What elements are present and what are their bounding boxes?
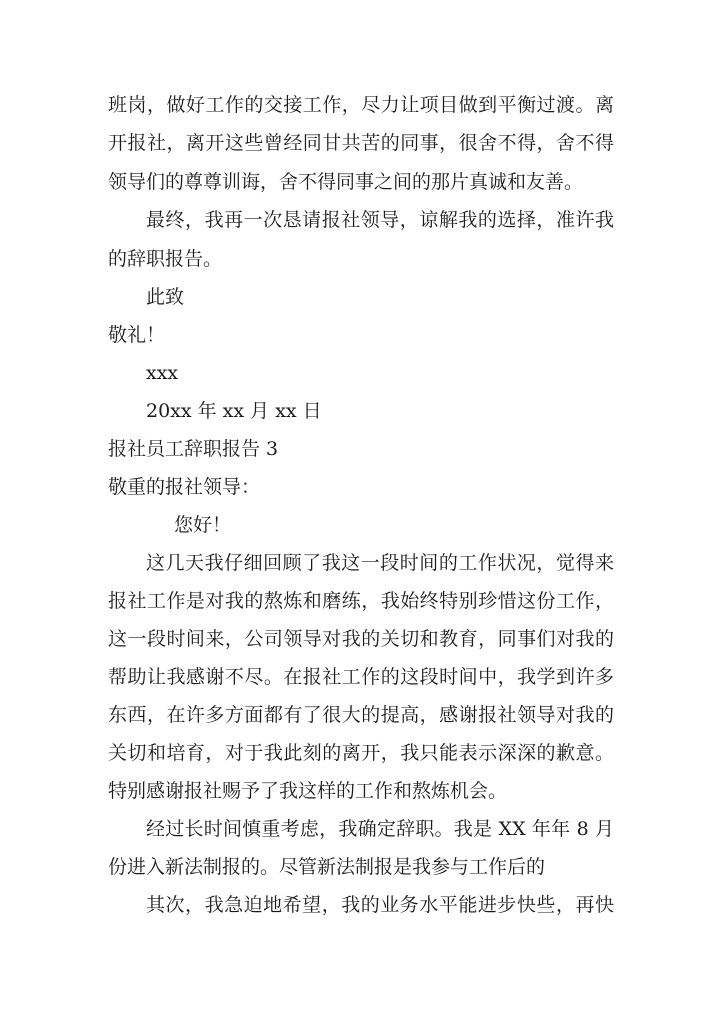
text-line: 最终，我再一次恳请报社领导，谅解我的选择，准许我	[146, 209, 614, 231]
signature-date: 20xx 年 xx 月 xx 日	[146, 400, 322, 422]
text-line: 特别感谢报社赐予了我这样的工作和熬炼机会。	[108, 780, 508, 802]
text-line: 帮助让我感谢不尽。在报社工作的这段时间中，我学到许多	[108, 666, 614, 688]
text-line: 其次，我急迫地希望，我的业务水平能进步快些，再快	[146, 894, 614, 916]
closing-salutation: 此致	[146, 286, 185, 308]
text-line: 班岗，做好工作的交接工作，尽力让项目做到平衡过渡。离	[108, 94, 614, 116]
closing-regards: 敬礼！	[108, 324, 166, 346]
letter-salutation: 敬重的报社领导：	[108, 476, 261, 498]
text-line: 东西，在许多方面都有了很大的提高，感谢报社领导对我的	[108, 704, 614, 726]
section-title: 报社员工辞职报告 3	[108, 438, 279, 460]
text-line: 报社工作是对我的熬炼和磨练，我始终特别珍惜这份工作，	[108, 590, 614, 612]
text-line: 这几天我仔细回顾了我这一段时间的工作状况，觉得来	[146, 552, 614, 574]
text-line: 领导们的尊尊训诲，舍不得同事之间的那片真诚和友善。	[108, 171, 584, 193]
text-line: 关切和培育，对于我此刻的离开，我只能表示深深的歉意。	[108, 742, 614, 764]
text-line: 的辞职报告。	[108, 248, 223, 270]
letter-greeting: 您好！	[174, 514, 232, 536]
signature-name: xxx	[146, 362, 179, 384]
text-line: 份进入新法制报的。尽管新法制报是我参与工作后的	[108, 856, 546, 878]
text-line: 经过长时间慎重考虑，我确定辞职。我是 XX 年年 8 月	[146, 818, 614, 840]
text-line: 这一段时间来，公司领导对我的关切和教育，同事们对我的	[108, 628, 614, 650]
text-line: 开报社，离开这些曾经同甘共苦的同事，很舍不得，舍不得	[108, 132, 614, 154]
